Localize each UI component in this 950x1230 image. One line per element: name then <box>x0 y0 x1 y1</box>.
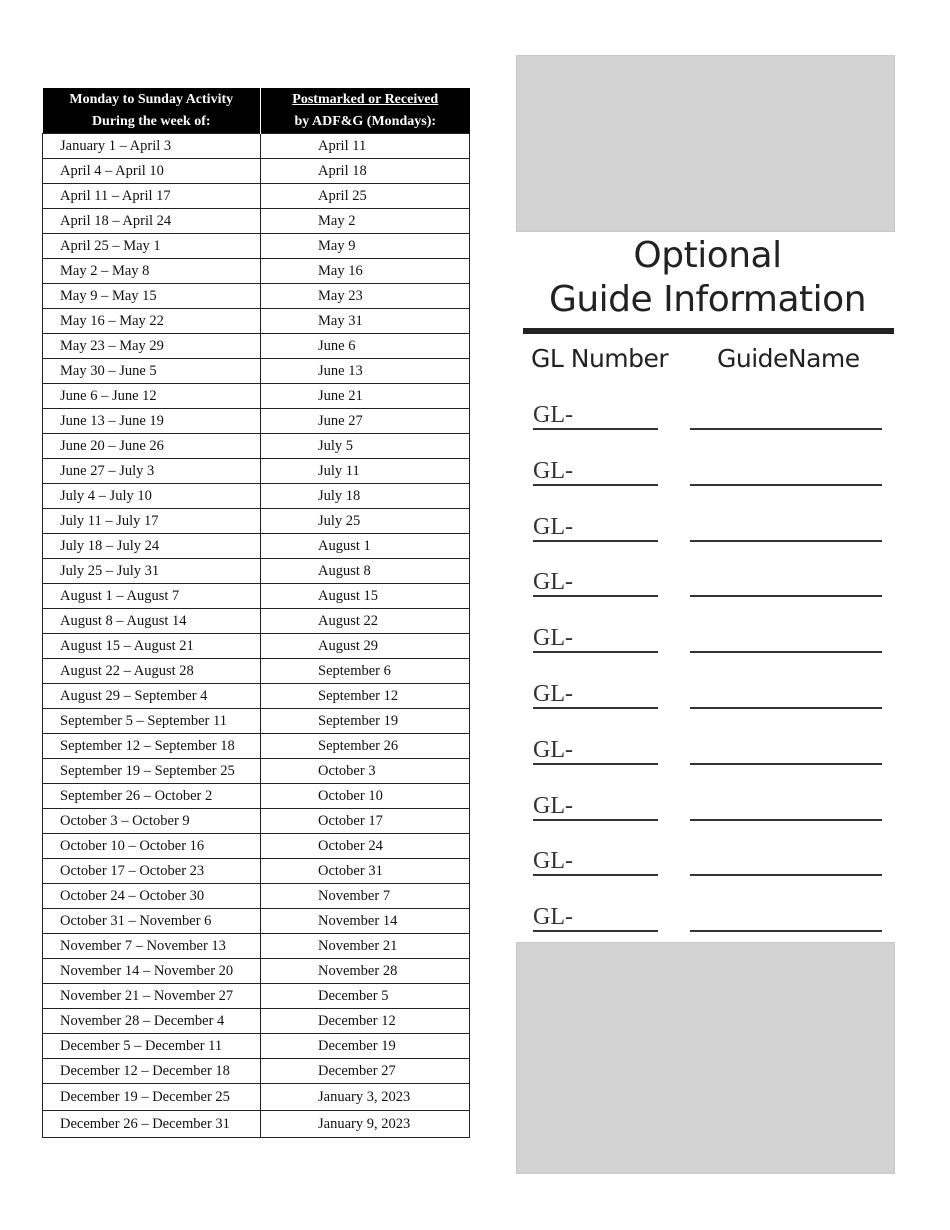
table-row <box>43 1059 470 1084</box>
guide-name-column-header: GuideName <box>717 344 860 373</box>
table-row <box>43 1111 470 1138</box>
deadline-cell: September 12 <box>261 684 470 709</box>
table-row <box>43 734 470 759</box>
activity-week-cell: August 15 – August 21 <box>43 634 261 659</box>
deadline-cell: April 25 <box>261 184 470 209</box>
deadline-cell: July 11 <box>261 459 470 484</box>
deadline-cell: July 18 <box>261 484 470 509</box>
table-row <box>43 209 470 234</box>
table-row <box>43 609 470 634</box>
deadline-cell: June 21 <box>261 384 470 409</box>
deadline-cell: November 14 <box>261 909 470 934</box>
guide-entry-row <box>530 679 885 735</box>
table-row <box>43 159 470 184</box>
deadline-cell: May 16 <box>261 259 470 284</box>
activity-week-cell: October 31 – November 6 <box>43 909 261 934</box>
activity-week-cell: December 5 – December 11 <box>43 1034 261 1059</box>
table-row <box>43 1034 470 1059</box>
table-row <box>43 884 470 909</box>
guide-name-field[interactable] <box>690 791 882 821</box>
activity-week-cell: December 26 – December 31 <box>43 1111 261 1138</box>
table-row <box>43 484 470 509</box>
table-row <box>43 984 470 1009</box>
guide-name-field[interactable] <box>690 679 882 709</box>
gl-number-field[interactable]: GL- <box>533 791 658 821</box>
table-row <box>43 459 470 484</box>
table-row <box>43 509 470 534</box>
guide-name-field[interactable] <box>690 846 882 876</box>
gl-number-field[interactable]: GL- <box>533 623 658 653</box>
activity-week-cell: June 20 – June 26 <box>43 434 261 459</box>
table-row <box>43 559 470 584</box>
deadline-cell: September 26 <box>261 734 470 759</box>
activity-week-cell: June 13 – June 19 <box>43 409 261 434</box>
activity-week-cell: July 4 – July 10 <box>43 484 261 509</box>
guide-name-field[interactable] <box>690 902 882 932</box>
guide-name-field[interactable] <box>690 456 882 486</box>
table-row <box>43 359 470 384</box>
deadline-cell: August 15 <box>261 584 470 609</box>
gl-number-field[interactable]: GL- <box>533 456 658 486</box>
deadline-cell: October 31 <box>261 859 470 884</box>
activity-week-cell: August 1 – August 7 <box>43 584 261 609</box>
deadline-cell: August 22 <box>261 609 470 634</box>
activity-week-cell: January 1 – April 3 <box>43 134 261 159</box>
activity-week-cell: July 18 – July 24 <box>43 534 261 559</box>
activity-week-cell: May 16 – May 22 <box>43 309 261 334</box>
table-header-row <box>43 88 470 134</box>
table-row <box>43 134 470 159</box>
activity-week-cell: August 8 – August 14 <box>43 609 261 634</box>
activity-week-cell: September 12 – September 18 <box>43 734 261 759</box>
deadline-cell: January 3, 2023 <box>261 1084 470 1111</box>
activity-week-cell: September 5 – September 11 <box>43 709 261 734</box>
activity-week-cell: December 12 – December 18 <box>43 1059 261 1084</box>
deadline-cell: June 13 <box>261 359 470 384</box>
table-row <box>43 959 470 984</box>
deadline-cell: November 7 <box>261 884 470 909</box>
deadline-cell: August 8 <box>261 559 470 584</box>
activity-week-cell: July 11 – July 17 <box>43 509 261 534</box>
table-row <box>43 334 470 359</box>
activity-week-cell: May 2 – May 8 <box>43 259 261 284</box>
activity-week-cell: November 7 – November 13 <box>43 934 261 959</box>
table-row <box>43 784 470 809</box>
deadline-cell: May 23 <box>261 284 470 309</box>
guide-name-field[interactable] <box>690 567 882 597</box>
guide-name-field[interactable] <box>690 512 882 542</box>
deadline-cell: January 9, 2023 <box>261 1111 470 1138</box>
gl-number-field[interactable]: GL- <box>533 567 658 597</box>
deadline-cell: December 12 <box>261 1009 470 1034</box>
gl-number-field[interactable]: GL- <box>533 735 658 765</box>
deadline-cell: July 25 <box>261 509 470 534</box>
schedule-body <box>43 134 470 1138</box>
deadline-cell: June 6 <box>261 334 470 359</box>
table-row <box>43 184 470 209</box>
table-row <box>43 684 470 709</box>
deadline-cell: November 28 <box>261 959 470 984</box>
activity-week-cell: April 11 – April 17 <box>43 184 261 209</box>
guide-entry-row <box>530 400 885 456</box>
activity-week-cell: October 24 – October 30 <box>43 884 261 909</box>
guide-entry-row <box>530 567 885 623</box>
guide-entry-row <box>530 456 885 512</box>
activity-week-cell: November 21 – November 27 <box>43 984 261 1009</box>
guide-entry-list <box>530 400 885 958</box>
deadline-cell: October 3 <box>261 759 470 784</box>
table-row <box>43 584 470 609</box>
deadline-cell: April 11 <box>261 134 470 159</box>
deadline-cell: May 2 <box>261 209 470 234</box>
table-row <box>43 759 470 784</box>
activity-week-cell: August 22 – August 28 <box>43 659 261 684</box>
table-row <box>43 534 470 559</box>
deadline-cell: September 19 <box>261 709 470 734</box>
gl-number-field[interactable]: GL- <box>533 679 658 709</box>
deadline-cell: September 6 <box>261 659 470 684</box>
deadline-cell: April 18 <box>261 159 470 184</box>
activity-week-cell: May 9 – May 15 <box>43 284 261 309</box>
deadline-cell: August 1 <box>261 534 470 559</box>
activity-week-cell: May 30 – June 5 <box>43 359 261 384</box>
table-row <box>43 434 470 459</box>
activity-week-cell: October 17 – October 23 <box>43 859 261 884</box>
gl-number-field[interactable]: GL- <box>533 902 658 932</box>
activity-week-cell: April 18 – April 24 <box>43 209 261 234</box>
activity-week-cell: December 19 – December 25 <box>43 1084 261 1111</box>
deadline-cell: December 19 <box>261 1034 470 1059</box>
deadline-cell: June 27 <box>261 409 470 434</box>
deadline-cell: August 29 <box>261 634 470 659</box>
activity-week-cell: June 27 – July 3 <box>43 459 261 484</box>
table-row <box>43 809 470 834</box>
postmark-deadline-header: Postmarked or Received by ADF&G (Mondays): <box>261 88 470 134</box>
table-row <box>43 259 470 284</box>
table-row <box>43 909 470 934</box>
gl-number-field[interactable]: GL- <box>533 512 658 542</box>
activity-week-cell: April 4 – April 10 <box>43 159 261 184</box>
gl-number-field[interactable]: GL- <box>533 400 658 430</box>
table-row <box>43 634 470 659</box>
guide-entry-row <box>530 846 885 902</box>
section-title: Optional Guide Information <box>548 235 867 320</box>
deadline-cell: July 5 <box>261 434 470 459</box>
guide-entry-row <box>530 735 885 791</box>
table-row <box>43 934 470 959</box>
activity-week-header: Monday to Sunday Activity During the week of: <box>43 88 261 134</box>
table-row <box>43 859 470 884</box>
activity-week-cell: November 14 – November 20 <box>43 959 261 984</box>
deadline-cell: May 31 <box>261 309 470 334</box>
table-row <box>43 659 470 684</box>
deadline-cell: December 27 <box>261 1059 470 1084</box>
gray-panel-bottom <box>516 942 895 1174</box>
table-row <box>43 709 470 734</box>
filing-schedule-table <box>42 88 470 1138</box>
title-divider <box>523 328 894 334</box>
activity-week-cell: April 25 – May 1 <box>43 234 261 259</box>
activity-week-cell: May 23 – May 29 <box>43 334 261 359</box>
deadline-cell: May 9 <box>261 234 470 259</box>
guide-name-field[interactable] <box>690 735 882 765</box>
activity-week-cell: July 25 – July 31 <box>43 559 261 584</box>
table-row <box>43 384 470 409</box>
table-row <box>43 1009 470 1034</box>
deadline-cell: November 21 <box>261 934 470 959</box>
gl-number-field[interactable]: GL- <box>533 846 658 876</box>
guide-entry-row <box>530 791 885 847</box>
gray-panel-top <box>516 55 895 232</box>
gl-number-column-header: GL Number <box>531 344 669 373</box>
activity-week-cell: September 19 – September 25 <box>43 759 261 784</box>
table-row <box>43 284 470 309</box>
table-row <box>43 1084 470 1111</box>
activity-week-cell: August 29 – September 4 <box>43 684 261 709</box>
activity-week-cell: October 3 – October 9 <box>43 809 261 834</box>
table-row <box>43 234 470 259</box>
table-row <box>43 409 470 434</box>
table-row <box>43 309 470 334</box>
activity-week-cell: November 28 – December 4 <box>43 1009 261 1034</box>
deadline-cell: October 24 <box>261 834 470 859</box>
guide-name-field[interactable] <box>690 400 882 430</box>
activity-week-cell: June 6 – June 12 <box>43 384 261 409</box>
guide-name-field[interactable] <box>690 623 882 653</box>
activity-week-cell: October 10 – October 16 <box>43 834 261 859</box>
deadline-cell: October 10 <box>261 784 470 809</box>
guide-entry-row <box>530 623 885 679</box>
deadline-cell: October 17 <box>261 809 470 834</box>
table-row <box>43 834 470 859</box>
activity-week-cell: September 26 – October 2 <box>43 784 261 809</box>
deadline-cell: December 5 <box>261 984 470 1009</box>
guide-entry-row <box>530 512 885 568</box>
